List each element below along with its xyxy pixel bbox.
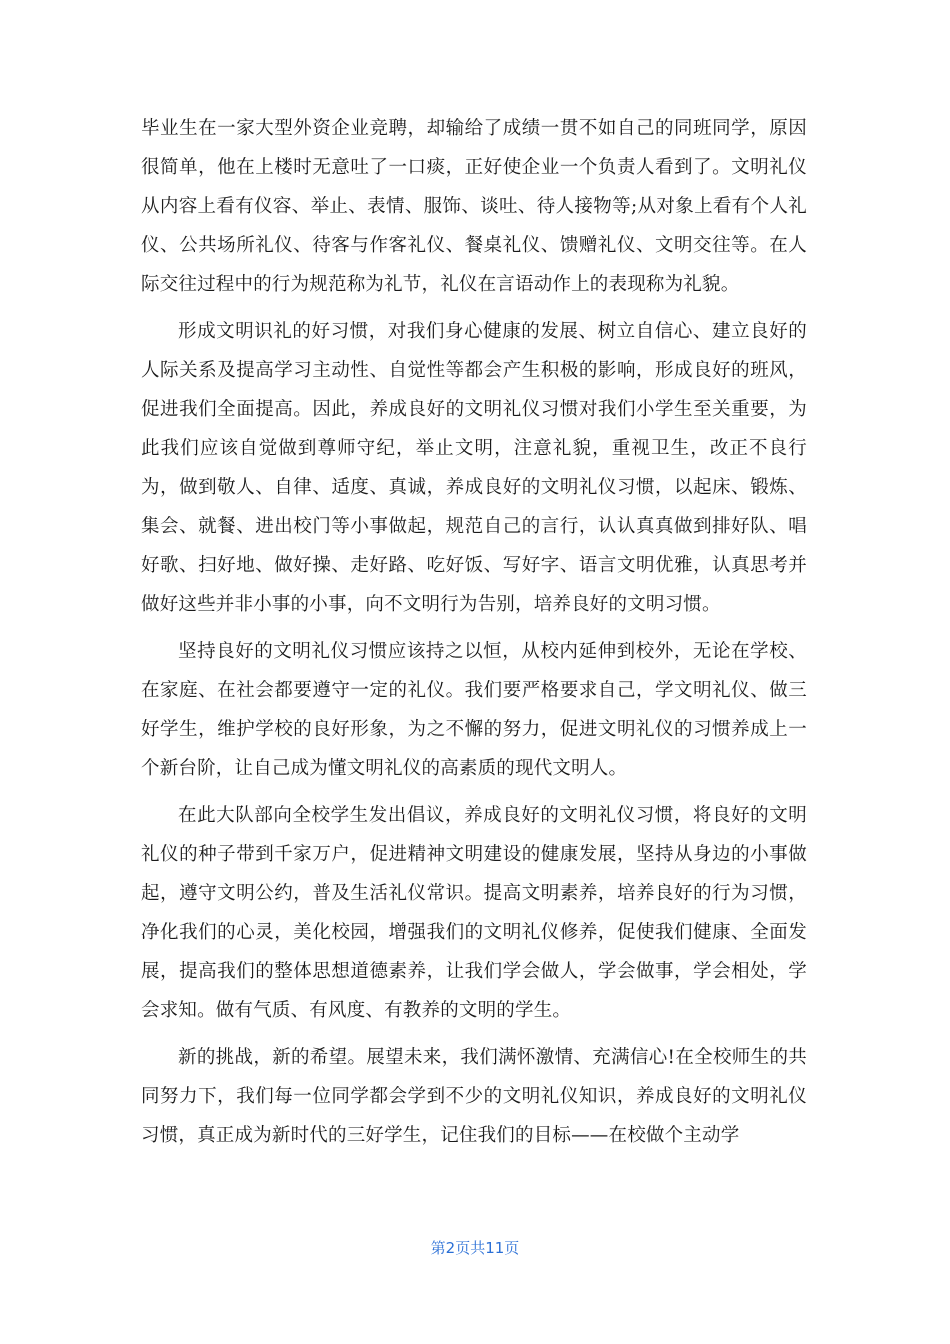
paragraph-2: 形成文明识礼的好习惯，对我们身心健康的发展、树立自信心、建立良好的人际关系及提高学习主动性、自觉性等都会产生积极的影响，形成良好的班风，促进我们全面提高。因此，养成良好的文明礼仪习惯对我们小学生至关重要，为此我们应该自觉做到尊师守纪，举止文明，注意礼貌，重视卫生，改正不良行为，做到敬人、自律、适度、真诚，养成良好的文明礼仪习惯，以起床、锻炼、集会、就餐、进出校门等小事做起，规范自己的言行，认认真真做到排好队、唱好歌、扫好地、做好操、走好路、吃好饭、写好字、语言文明优雅，认真思考并做好这些并非小事的小事，向不文明行为告别，培养良好的文明习惯。 bbox=[141, 321, 807, 615]
paragraph-1: 毕业生在一家大型外资企业竞聘，却输给了成绩一贯不如自己的同班同学，原因很简单，他在上楼时无意吐了一口痰，正好使企业一个负责人看到了。文明礼仪从内容上看有仪容、举止、表情、服饰、谈吐、待人接物等;从对象上看有个人礼仪、公共场所礼仪、待客与作客礼仪、餐桌礼仪、馈赠礼仪、文明交往等。在人际交往过程中的行为规范称为礼节，礼仪在言语动作上的表现称为礼貌。 bbox=[141, 118, 807, 295]
paragraph-5: 新的挑战，新的希望。展望未来，我们满怀激情、充满信心!在全校师生的共同努力下，我们每一位同学都会学到不少的文明礼仪知识，养成良好的文明礼仪习惯，真正成为新时代的三好学生，记住我们的目标——在校做个主动学 bbox=[141, 1047, 807, 1146]
paragraph-3: 坚持良好的文明礼仪习惯应该持之以恒，从校内延伸到校外，无论在学校、在家庭、在社会都要遵守一定的礼仪。我们要严格要求自己，学文明礼仪、做三好学生，维护学校的良好形象，为之不懈的努力，促进文明礼仪的习惯养成上一个新台阶，让自己成为懂文明礼仪的高素质的现代文明人。 bbox=[141, 641, 807, 779]
paragraph-4: 在此大队部向全校学生发出倡议，养成良好的文明礼仪习惯，将良好的文明礼仪的种子带到千家万户，促进精神文明建设的健康发展，坚持从身边的小事做起，遵守文明公约，普及生活礼仪常识。提高文明素养，培养良好的行为习惯，净化我们的心灵，美化校园，增强我们的文明礼仪修养，促使我们健康、全面发展，提高我们的整体思想道德素养，让我们学会做人，学会做事，学会相处，学会求知。做有气质、有风度、有教养的文明的学生。 bbox=[141, 805, 807, 1021]
document-body bbox=[141, 109, 807, 1155]
page-number-footer: 第2页共11页 bbox=[430, 1239, 520, 1257]
